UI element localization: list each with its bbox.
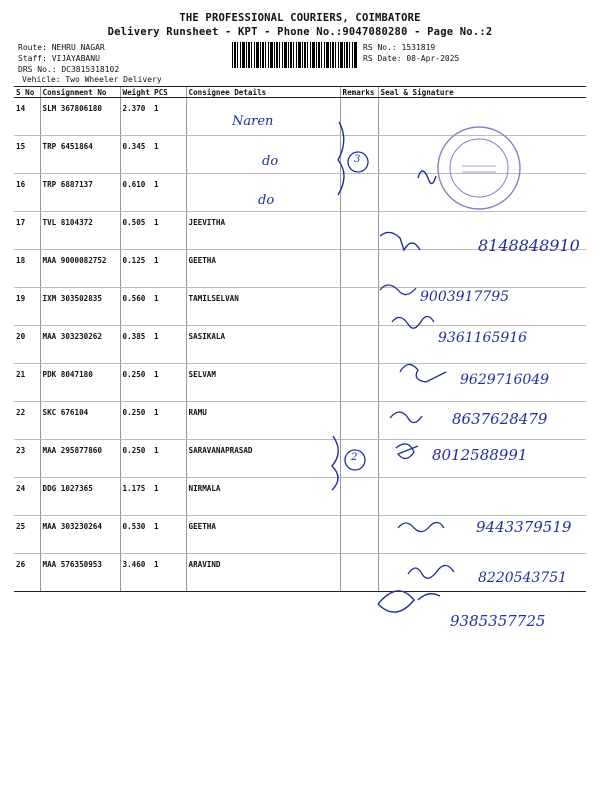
cell-consignee: SELVAM [186,364,340,402]
cell-remarks [340,478,378,516]
cell-remarks [340,326,378,364]
cell-sno: 23 [14,440,40,478]
cell-consignment-no: MAA 303230262 [40,326,120,364]
table-row [14,136,586,174]
col-pcs: PCS [152,87,186,98]
cell-pcs: 1 [152,136,186,174]
phone-18: 9003917795 [420,289,510,305]
col-sno: S No [14,87,40,98]
phone-21: 8637628479 [452,410,548,428]
cell-weight: 1.175 [120,478,152,516]
cell-remarks [340,174,378,212]
table-row [14,250,586,288]
cell-pcs: 1 [152,364,186,402]
cell-signature [378,98,586,136]
runsheet-subtitle: Delivery Runsheet - KPT - Phone No.:9047080280 - Page No.:2 [107,26,493,38]
cell-consignment-no: MAA 576350953 [40,554,120,592]
cell-consignee: GEETHA [186,516,340,554]
cell-consignment-no: DDG 1027365 [40,478,120,516]
col-weight: Weight [120,87,152,98]
cell-weight: 0.385 [120,326,152,364]
cell-consignment-no: TVL 8104372 [40,212,120,250]
vehicle-label: Vehicle: Two Wheeler Delivery [22,75,162,84]
cell-consignee: RAMU [186,402,340,440]
cell-weight: 2.370 [120,98,152,136]
cell-sno: 14 [14,98,40,136]
cell-consignment-no: MAA 303230264 [40,516,120,554]
cell-consignment-no: IXM 303502835 [40,288,120,326]
cell-pcs: 1 [152,174,186,212]
handwritten-name-15: do [262,154,279,169]
phone-22: 8012588991 [432,446,528,464]
table-row [14,478,586,516]
cell-pcs: 1 [152,554,186,592]
cell-pcs: 1 [152,516,186,554]
cell-remarks [340,288,378,326]
cell-remarks [340,402,378,440]
cell-sno: 16 [14,174,40,212]
remark-count-b: 2 [351,452,358,463]
cell-pcs: 1 [152,288,186,326]
cell-consignment-no: SKC 676104 [40,402,120,440]
col-consignee: Consignee Details [186,87,340,98]
cell-weight: 0.345 [120,136,152,174]
cell-consignee: JEEVITHA [186,212,340,250]
cell-sno: 26 [14,554,40,592]
table-row [14,174,586,212]
cell-consignment-no: MAA 9000082752 [40,250,120,288]
cell-remarks [340,516,378,554]
cell-pcs: 1 [152,326,186,364]
col-signature: Seal & Signature [378,87,586,98]
handwritten-name-16: do [258,193,275,208]
cell-weight: 0.250 [120,364,152,402]
cell-consignment-no: TRP 6451864 [40,136,120,174]
cell-signature [378,136,586,174]
cell-remarks [340,554,378,592]
cell-weight: 0.250 [120,440,152,478]
signature-26 [378,591,440,612]
cell-weight: 0.610 [120,174,152,212]
phone-26: 9385357725 [450,612,546,630]
table-header-row [14,87,586,98]
rs-date: RS Date: 08-Apr-2025 [363,54,460,63]
cell-weight: 0.250 [120,402,152,440]
cell-consignee: NIRMALA [186,478,340,516]
phone-19: 9361165916 [438,330,528,346]
cell-sno: 15 [14,136,40,174]
cell-pcs: 1 [152,98,186,136]
cell-remarks [340,440,378,478]
company-title: THE PROFESSIONAL COURIERS, COIMBATORE [179,12,421,24]
cell-consignment-no: TRP 6887137 [40,174,120,212]
cell-weight: 0.505 [120,212,152,250]
drs-label: DRS No.: DC3815318102 [18,65,120,74]
cell-sno: 18 [14,250,40,288]
cell-sno: 20 [14,326,40,364]
handwritten-name-14: Naren [232,114,274,129]
cell-consignment-no: PDK 8047180 [40,364,120,402]
cell-signature [378,250,586,288]
cell-weight: 3.460 [120,554,152,592]
cell-pcs: 1 [152,212,186,250]
cell-weight: 0.530 [120,516,152,554]
table-row [14,98,586,136]
cell-pcs: 1 [152,250,186,288]
cell-signature [378,478,586,516]
cell-remarks [340,98,378,136]
phone-17: 8148848910 [478,236,580,255]
barcode [232,42,358,68]
cell-pcs: 1 [152,402,186,440]
cell-weight: 0.560 [120,288,152,326]
cell-remarks [340,364,378,402]
cell-pcs: 1 [152,440,186,478]
phone-20: 9629716049 [460,372,550,388]
remark-count-a: 3 [354,154,361,165]
cell-sno: 17 [14,212,40,250]
cell-sno: 19 [14,288,40,326]
cell-consignment-no: SLM 367806180 [40,98,120,136]
cell-weight: 0.125 [120,250,152,288]
cell-consignment-no: MAA 295877860 [40,440,120,478]
col-consignment: Consignment No [40,87,120,98]
cell-sno: 25 [14,516,40,554]
cell-consignee: ARAVIND [186,554,340,592]
cell-consignee: SASIKALA [186,326,340,364]
cell-remarks [340,250,378,288]
cell-consignee: SARAVANAPRASAD [186,440,340,478]
cell-signature [378,174,586,212]
col-remarks: Remarks [340,87,378,98]
cell-consignee: TAMILSELVAN [186,288,340,326]
phone-24: 9443379519 [476,518,572,536]
phone-25: 8220543751 [478,570,568,586]
cell-remarks [340,212,378,250]
rs-number: RS No.: 1531819 [363,43,436,52]
cell-consignee: GEETHA [186,250,340,288]
cell-sno: 24 [14,478,40,516]
cell-pcs: 1 [152,478,186,516]
cell-sno: 21 [14,364,40,402]
cell-sno: 22 [14,402,40,440]
staff-label: Staff: VIJAYABANU [18,54,100,63]
route-label: Route: NEHRU NAGAR [18,43,105,52]
